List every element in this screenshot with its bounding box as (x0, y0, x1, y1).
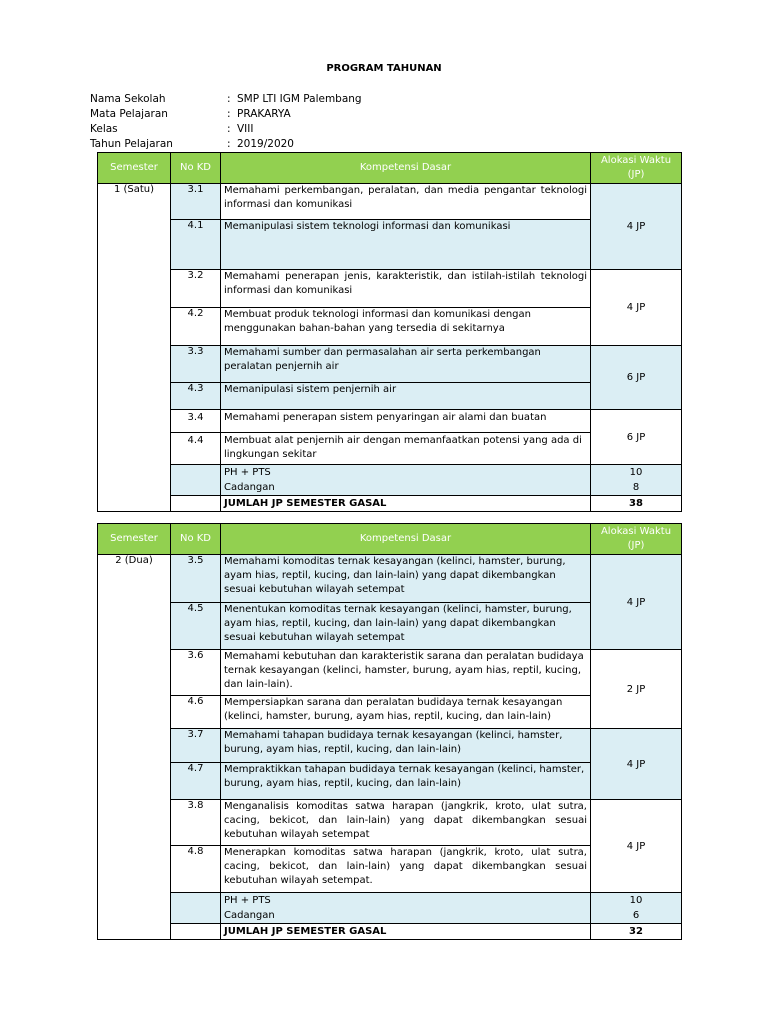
info-value: VIII (237, 123, 254, 135)
info-label: Kelas (90, 123, 118, 135)
ph-pts-label: PH + PTS (224, 895, 271, 906)
cadangan-label: Cadangan (224, 482, 275, 493)
jp-cell: 6 JP (591, 346, 682, 410)
info-label: Tahun Pelajaran (90, 138, 173, 150)
table-row-total (98, 924, 682, 940)
header-semester: Semester (98, 524, 171, 555)
kd-number: 3.4 (171, 410, 221, 433)
table-row-extra (98, 465, 682, 496)
info-separator: : (227, 123, 231, 135)
kd-number: 4.6 (171, 696, 221, 729)
kd-number: 4.7 (171, 763, 221, 800)
table-row (98, 184, 682, 220)
kd-number: 4.8 (171, 846, 221, 893)
kd-number-empty (171, 465, 221, 496)
kd-text: Memahami kebutuhan dan karakteristik sarana dan peralatan budidaya ternak kesayangan (kelinci, hamster, burung, ayam hias, reptil, kucing, dan lain-lain). (221, 650, 591, 696)
kd-number: 3.2 (171, 270, 221, 308)
semester-cell: 1 (Satu) (98, 184, 171, 512)
kd-number: 4.4 (171, 433, 221, 465)
total-value: 38 (591, 496, 682, 512)
kd-text: Memahami penerapan jenis, karakteristik, dan istilah-istilah teknologi informasi dan komunikasi (221, 270, 591, 308)
semester-1-table (97, 152, 682, 512)
table-row (98, 410, 682, 433)
kd-number: 3.7 (171, 729, 221, 763)
semester-cell: 2 (Dua) (98, 555, 171, 940)
jp-cell: 6 JP (591, 410, 682, 465)
kd-text: Memahami tahapan budidaya ternak kesayangan (kelinci, hamster, burung, ayam hias, reptil, kucing, dan lain-lain) (221, 729, 591, 763)
kd-text: Mempersiapkan sarana dan peralatan budidaya ternak kesayangan (kelinci, hamster, burung, ayam hias, reptil, kucing, dan lain-lain) (221, 696, 591, 729)
header-no-kd: No KD (171, 153, 221, 184)
table-row (98, 270, 682, 308)
extra-values (591, 893, 682, 924)
table-row (98, 346, 682, 383)
kd-number: 4.5 (171, 603, 221, 650)
jp-cell: 4 JP (591, 800, 682, 893)
kd-text: Memanipulasi sistem teknologi informasi dan komunikasi (221, 220, 591, 270)
kd-text: Memahami penerapan sistem penyaringan air alami dan buatan (221, 410, 591, 433)
kd-text: Memanipulasi sistem penjernih air (221, 383, 591, 410)
header-kompetensi: Kompetensi Dasar (221, 524, 591, 555)
header-alokasi: Alokasi Waktu (JP) (591, 153, 682, 184)
info-separator: : (227, 93, 231, 105)
kd-text: Menganalisis komoditas satwa harapan (jangkrik, kroto, ulat sutra, cacing, bekicot, dan lain-lain) yang dapat dikembangkan sesuai kebutuhan wilayah setempat (221, 800, 591, 846)
kd-number: 4.2 (171, 308, 221, 346)
ph-pts-value: 10 (629, 467, 643, 478)
kd-text: Menentukan komoditas ternak kesayangan (kelinci, hamster, burung, ayam hias, reptil, kucing, dan lain-lain) yang dapat dikembangkan sesuai kebutuhan wilayah setempat (221, 603, 591, 650)
semester-2-table (97, 523, 682, 940)
kd-text: Membuat alat penjernih air dengan memanfaatkan potensi yang ada di lingkungan sekitar (221, 433, 591, 465)
kd-number-empty (171, 893, 221, 924)
kd-text: Memahami sumber dan permasalahan air serta perkembangan peralatan penjernih air (221, 346, 591, 383)
page-title: PROGRAM TAHUNAN (326, 63, 442, 74)
kd-text: Memahami komoditas ternak kesayangan (kelinci, hamster, burung, ayam hias, reptil, kucing, dan lain-lain) yang dapat dikembangkan sesuai kebutuhan wilayah setempat (221, 555, 591, 603)
kd-number: 3.8 (171, 800, 221, 846)
ph-pts-label: PH + PTS (224, 467, 271, 478)
jp-cell: 4 JP (591, 555, 682, 650)
extra-labels (221, 465, 591, 496)
total-label: JUMLAH JP SEMESTER GASAL (221, 496, 591, 512)
info-separator: : (227, 108, 231, 120)
total-label: JUMLAH JP SEMESTER GASAL (221, 924, 591, 940)
table-row-extra (98, 893, 682, 924)
info-value: 2019/2020 (237, 138, 294, 150)
cadangan-label: Cadangan (224, 910, 275, 921)
info-label: Nama Sekolah (90, 93, 166, 105)
cadangan-value: 8 (632, 482, 640, 493)
table-row (98, 650, 682, 696)
table-row (98, 555, 682, 603)
table-row-total (98, 496, 682, 512)
header-alokasi: Alokasi Waktu (JP) (591, 524, 682, 555)
table-row (98, 729, 682, 763)
header-semester: Semester (98, 153, 171, 184)
kd-text: Mempraktikkan tahapan budidaya ternak kesayangan (kelinci, hamster, burung, ayam hias, reptil, kucing, dan lain-lain) (221, 763, 591, 800)
info-row-year (90, 137, 362, 152)
info-value: PRAKARYA (237, 108, 291, 120)
kd-number: 3.5 (171, 555, 221, 603)
extra-values (591, 465, 682, 496)
jp-cell: 4 JP (591, 270, 682, 346)
info-separator: : (227, 138, 231, 150)
jp-cell: 2 JP (591, 650, 682, 729)
kd-number: 4.1 (171, 220, 221, 270)
school-info (90, 92, 362, 152)
info-row-subject (90, 107, 362, 122)
jp-cell: 4 JP (591, 184, 682, 270)
kd-text: Membuat produk teknologi informasi dan komunikasi dengan menggunakan bahan-bahan yang tersedia di sekitarnya (221, 308, 591, 346)
kd-number-empty (171, 924, 221, 940)
header-kompetensi: Kompetensi Dasar (221, 153, 591, 184)
table-row (98, 800, 682, 846)
kd-number: 3.3 (171, 346, 221, 383)
info-row-class (90, 122, 362, 137)
kd-text: Menerapkan komoditas satwa harapan (jangkrik, kroto, ulat sutra, cacing, bekicot, dan lain-lain) yang dapat dikembangkan sesuai kebutuhan wilayah setempat. (221, 846, 591, 893)
kd-number: 3.6 (171, 650, 221, 696)
table-header-row (98, 153, 682, 184)
header-no-kd: No KD (171, 524, 221, 555)
info-row-school (90, 92, 362, 107)
ph-pts-value: 10 (629, 895, 643, 906)
jp-cell: 4 JP (591, 729, 682, 800)
extra-labels (221, 893, 591, 924)
kd-number: 3.1 (171, 184, 221, 220)
cadangan-value: 6 (632, 910, 640, 921)
kd-number: 4.3 (171, 383, 221, 410)
total-value: 32 (591, 924, 682, 940)
info-value: SMP LTI IGM Palembang (237, 93, 362, 105)
info-label: Mata Pelajaran (90, 108, 168, 120)
kd-text: Memahami perkembangan, peralatan, dan media pengantar teknologi informasi dan komunikasi (221, 184, 591, 220)
table-header-row (98, 524, 682, 555)
kd-number-empty (171, 496, 221, 512)
